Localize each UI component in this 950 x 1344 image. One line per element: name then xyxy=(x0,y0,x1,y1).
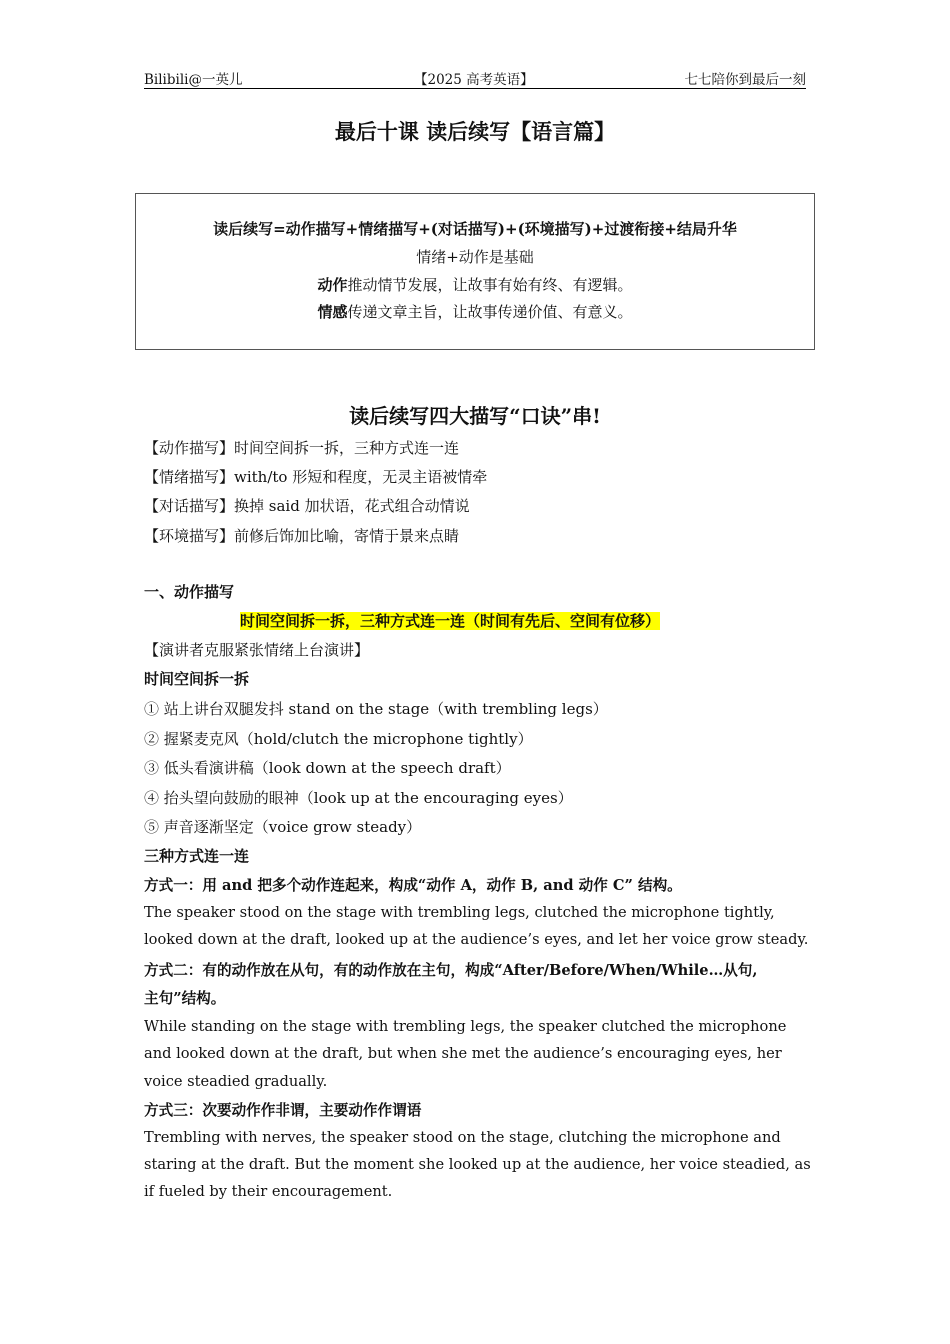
formula-emotion-keyword: 情感 xyxy=(317,303,348,321)
header-left: Bilibili@一英儿 xyxy=(144,72,243,88)
method2-example-cont: voice steadied gradually. xyxy=(144,1073,328,1090)
page-header xyxy=(144,68,806,89)
action-step: ① 站上讲台双腿发抖 stand on the stage（with trembling legs） xyxy=(144,700,608,718)
mnemonic-title: 读后续写四大描写“口诀”串! xyxy=(349,404,601,428)
mnemonic-item: 【动作描写】时间空间拆一拆，三种方式连一连 xyxy=(144,439,460,457)
formula-basis-line: 情绪+动作是基础 xyxy=(416,248,534,266)
mnemonic-item: 【情绪描写】with/to 形短和程度，无灵主语被情牵 xyxy=(144,468,488,486)
mnemonic-item: 【环境描写】前修后饰加比喻，寄情于景来点睛 xyxy=(144,527,460,545)
scenario-label: 【演讲者克服紧张情绪上台演讲】 xyxy=(144,641,370,659)
action-step: ⑤ 声音逐渐坚定（voice grow steady） xyxy=(144,818,422,836)
formula-action-line xyxy=(136,274,814,295)
method2-title-cont: 主句”结构。 xyxy=(144,990,226,1007)
highlighted-tip xyxy=(240,610,660,631)
mnemonic-item: 【对话描写】换掉 said 加状语，花式组合动情说 xyxy=(144,497,470,515)
formula-action-keyword: 动作 xyxy=(317,276,348,294)
method2-title: 方式二：有的动作放在从句，有的动作放在主句，构成“After/Before/When/While…从句, xyxy=(144,962,758,979)
method1-example: The speaker stood on the stage with trembling legs, clutched the microphone tightly, looked down at the draft, looked up at the audience’s eyes, and let her voice grow steady. xyxy=(144,904,809,948)
header-center: 【2025 高考英语】 xyxy=(414,72,534,88)
action-step: ② 握紧麦克风（hold/clutch the microphone tightly） xyxy=(144,730,533,748)
action-step: ③ 低头看演讲稿（look down at the speech draft） xyxy=(144,759,511,777)
method3-title: 方式三：次要动作作非谓，主要动作作谓语 xyxy=(144,1102,422,1119)
formula-emotion-line xyxy=(136,301,814,322)
subheading-connect: 三种方式连一连 xyxy=(144,847,250,865)
method1-title: 方式一：用 and 把多个动作连起来，构成“动作 A，动作 B, and 动作 C” 结构。 xyxy=(144,877,682,894)
header-right: 七七陪你到最后一刻 xyxy=(684,72,806,88)
formula-box xyxy=(135,193,815,350)
subheading-split: 时间空间拆一拆 xyxy=(144,670,250,688)
document-title: 最后十课 读后续写【语言篇】 xyxy=(334,119,616,144)
method2-example: While standing on the stage with trembling legs, the speaker clutched the microphone and looked down at the draft, but when she met the audience’s encouraging eyes, her xyxy=(144,1018,787,1062)
method3-example: Trembling with nerves, the speaker stood on the stage, clutching the microphone and staring at the draft. But the moment she looked up at the audience, her voice steadied, as if fueled by their encouragement. xyxy=(144,1129,811,1200)
section-heading: 一、动作描写 xyxy=(144,583,235,601)
formula-emotion-text: 传递文章主旨，让故事传递价值、有意义。 xyxy=(347,303,633,321)
action-step: ④ 抬头望向鼓励的眼神（look up at the encouraging eyes） xyxy=(144,789,573,807)
highlight-text: 时间空间拆一拆，三种方式连一连（时间有先后、空间有位移） xyxy=(240,612,661,630)
formula-line: 读后续写=动作描写+情绪描写+(对话描写)+(环境描写)+过渡衔接+结局升华 xyxy=(213,220,737,238)
formula-action-text: 推动情节发展，让故事有始有终、有逻辑。 xyxy=(347,276,633,294)
